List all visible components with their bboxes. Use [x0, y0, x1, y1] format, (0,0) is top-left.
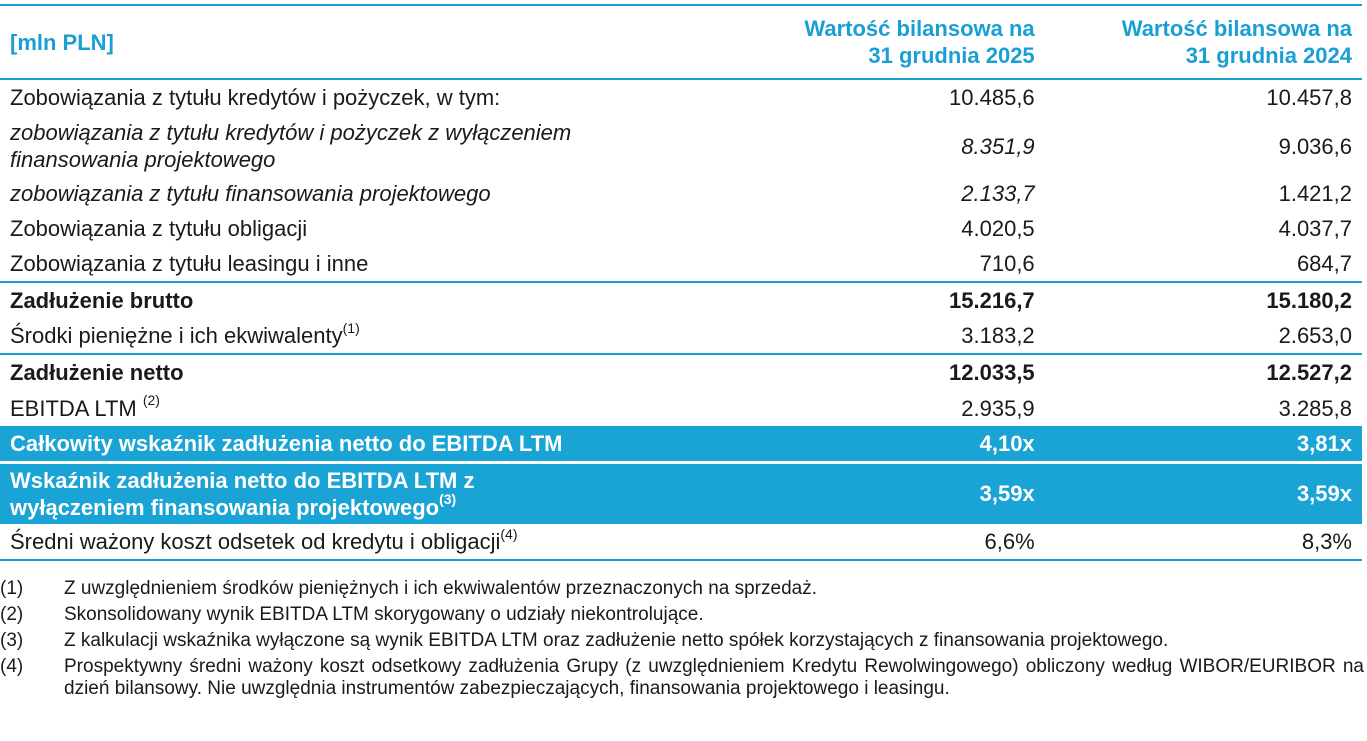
row-label-line2: finansowania projektowego — [10, 147, 276, 172]
value-2024: 12.527,2 — [1045, 354, 1362, 390]
value-2024: 3,59x — [1045, 462, 1362, 524]
row-label: Zobowiązania z tytułu kredytów i pożyczek, w tym: — [10, 85, 501, 110]
table-row-net-debt — [0, 354, 1362, 390]
table-row-gross-debt — [0, 282, 1362, 318]
value-2024: 4.037,7 — [1278, 215, 1352, 241]
column-header-2024-line1: Wartość bilansowa na — [1121, 16, 1352, 41]
row-label-line2: wyłączeniem finansowania projektowego — [10, 494, 440, 520]
footnote-text: Z kalkulacji wskaźnika wyłączone są wynik EBITDA LTM oraz zadłużenie netto spółek korzystających z finansowania projektowego. — [64, 630, 1169, 651]
footnote-mark: (2) — [0, 604, 24, 625]
footnote-item — [0, 630, 1364, 652]
row-label-text: Średni ważony koszt odsetek od kredytu i obligacji — [10, 529, 501, 554]
value-2024: 1.421,2 — [1278, 181, 1352, 206]
value-2025: 15.216,7 — [725, 282, 1044, 318]
value-2024: 9.036,6 — [1278, 133, 1352, 159]
row-label: Zobowiązania z tytułu obligacji — [10, 215, 308, 241]
footnote-item — [0, 578, 1364, 600]
table-row — [0, 318, 1362, 354]
table-row — [0, 79, 1362, 115]
value-2025: 3,59x — [725, 462, 1044, 524]
value-2025: 2.133,7 — [961, 181, 1035, 206]
value-2024: 3,81x — [1045, 426, 1362, 462]
table-row — [0, 210, 1362, 246]
footnotes — [0, 578, 1364, 704]
row-label — [0, 318, 725, 354]
column-header-2024 — [1045, 5, 1362, 79]
footnote-mark: (3) — [0, 630, 24, 651]
row-label: Zadłużenie brutto — [0, 282, 725, 318]
value-2025: 4,10x — [725, 426, 1044, 462]
table-row — [0, 177, 1362, 210]
value-2024: 684,7 — [1296, 251, 1352, 276]
column-header-2025 — [725, 5, 1044, 79]
value-2024: 15.180,2 — [1045, 282, 1362, 318]
row-label: zobowiązania z tytułu finansowania projektowego — [10, 181, 491, 206]
column-header-2025-line1: Wartość bilansowa na — [804, 16, 1035, 41]
value-2025: 6,6% — [725, 524, 1044, 560]
table-header-row — [0, 5, 1362, 79]
footnote-text: Prospektywny średni ważony koszt odsetkowy zadłużenia Grupy (z uwzględnieniem Kredytu Rewolwingowego) obliczony według WIBOR/EURIBOR na dzień bilansowy. Nie uwzględnia instrumentów zabezpieczających, finansowania projektowego i leasingu. — [64, 656, 1364, 699]
row-label — [0, 462, 725, 524]
footnote-text: Z uwzględnieniem środków pieniężnych i ich ekwiwalentów przeznaczonych na sprzedaż. — [64, 578, 817, 599]
value-2025: 8.351,9 — [961, 133, 1035, 159]
value-2025: 3.183,2 — [961, 323, 1035, 348]
value-2025: 710,6 — [979, 251, 1035, 276]
footnote-text: Skonsolidowany wynik EBITDA LTM skorygowany o udziały niekontrolujące. — [64, 604, 704, 625]
table-row — [0, 246, 1362, 282]
column-header-2025-line2: 31 grudnia 2025 — [868, 43, 1035, 68]
row-label-line1: Wskaźnik zadłużenia netto do EBITDA LTM z — [10, 467, 475, 493]
row-label — [0, 524, 725, 560]
row-label: Zobowiązania z tytułu leasingu i inne — [10, 251, 369, 276]
row-label-line1: zobowiązania z tytułu kredytów i pożyczek z wyłączeniem — [10, 120, 572, 145]
footnote-ref: (1) — [342, 319, 360, 336]
debt-table — [0, 4, 1362, 561]
footnote-mark: (4) — [0, 656, 24, 677]
footnote-ref: (2) — [142, 392, 160, 409]
column-header-2024-line2: 31 grudnia 2024 — [1185, 43, 1352, 68]
value-2025: 2.935,9 — [961, 395, 1035, 421]
table-row — [0, 115, 1362, 177]
table-row — [0, 524, 1362, 560]
row-label — [0, 115, 725, 177]
table-row-highlight — [0, 462, 1362, 524]
value-2025: 12.033,5 — [725, 354, 1044, 390]
footnote-mark: (1) — [0, 578, 24, 599]
value-2024: 10.457,8 — [1266, 85, 1352, 110]
unit-header: [mln PLN] — [10, 29, 114, 55]
value-2024: 3.285,8 — [1278, 395, 1352, 421]
footnote-ref: (3) — [439, 491, 457, 508]
footnote-item — [0, 656, 1364, 700]
row-label-text: EBITDA LTM — [10, 395, 143, 421]
table-row-highlight — [0, 426, 1362, 462]
value-2025: 4.020,5 — [961, 215, 1035, 241]
table-row — [0, 390, 1362, 426]
row-label — [0, 390, 725, 426]
value-2024: 2.653,0 — [1278, 323, 1352, 348]
value-2024: 8,3% — [1045, 524, 1362, 560]
row-label: Zadłużenie netto — [0, 354, 725, 390]
value-2025: 10.485,6 — [949, 85, 1035, 110]
row-label-text: Środki pieniężne i ich ekwiwalenty — [10, 323, 343, 348]
footnote-ref: (4) — [500, 525, 518, 542]
row-label: Całkowity wskaźnik zadłużenia netto do EBITDA LTM — [0, 426, 725, 462]
footnote-item — [0, 604, 1364, 626]
